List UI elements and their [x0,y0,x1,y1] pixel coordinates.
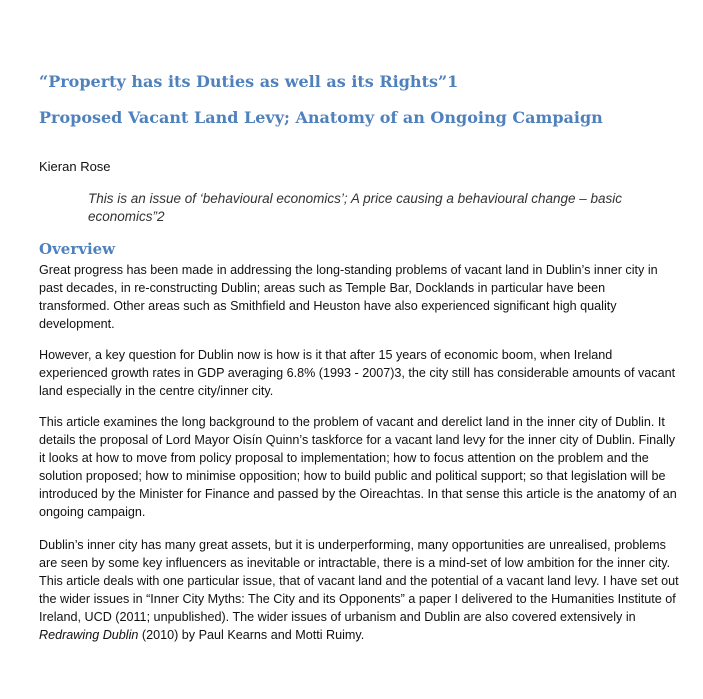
paragraph-4-text-b: (2010) by Paul Kearns and Motti Ruimy. [138,628,365,643]
book-title: Redrawing Dublin [39,628,139,643]
paragraph-2: However, a key question for Dublin now is how is it that after 15 years of economic boom, when Ireland experienced growth rates in GDP averaging 6.8% (1993 - 2007)3, the city still has considerable amounts of vacant land especially in the centre city/inner city. [39,348,676,399]
paragraph-1: Great progress has been made in addressing the long-standing problems of vacant land in Dublin’s inner city in past decades, in re-constructing Dublin; areas such as Temple Bar, Docklands in particular have been transformed. Other areas such as Smithfield and Heuston have also experienced significant high quality development. [39,263,658,332]
paragraph-4-text-a: Dublin’s inner city has many great assets, but it is underperforming, many opportunities are unrealised, problems are seen by some key influencers as inevitable or intractable, there is a mind-set of low ambition for the inner city. This article deals with one particular issue, that of vacant land and the potential of a vacant land levy. I have set out the wider issues in “Inner City Myths: The City and its Opponents” a paper I delivered to the Humanities Institute of Ireland, UCD (2011; unpublished). The wider issues of urbanism and Dublin are also covered extensively in [39,538,679,625]
paragraph-4 [39,536,679,645]
document-title: “Property has its Duties as well as its Rights”1 [39,72,459,91]
document-subtitle: Proposed Vacant Land Levy; Anatomy of an Ongoing Campaign [39,108,603,127]
paragraph-3: This article examines the long background to the problem of vacant and derelict land in the inner city of Dublin. It details the proposal of Lord Mayor Oisín Quinn’s taskforce for a vacant land levy for the inner city of Dublin. Finally it looks at how to move from policy proposal to implementation; how to focus attention on the problem and the solution proposed; how to minimise opposition; how to build public and political support; so that legislation will be introduced by the Minister for Finance and passed by the Oireachtas. In that sense this article is the anatomy of an ongoing campaign. [39,415,677,520]
author-name: Kieran Rose [39,159,111,174]
epigraph-quote: This is an issue of ‘behavioural economics’; A price causing a behavioural change – basic economics”2 [88,191,623,224]
overview-heading: Overview [39,240,116,258]
